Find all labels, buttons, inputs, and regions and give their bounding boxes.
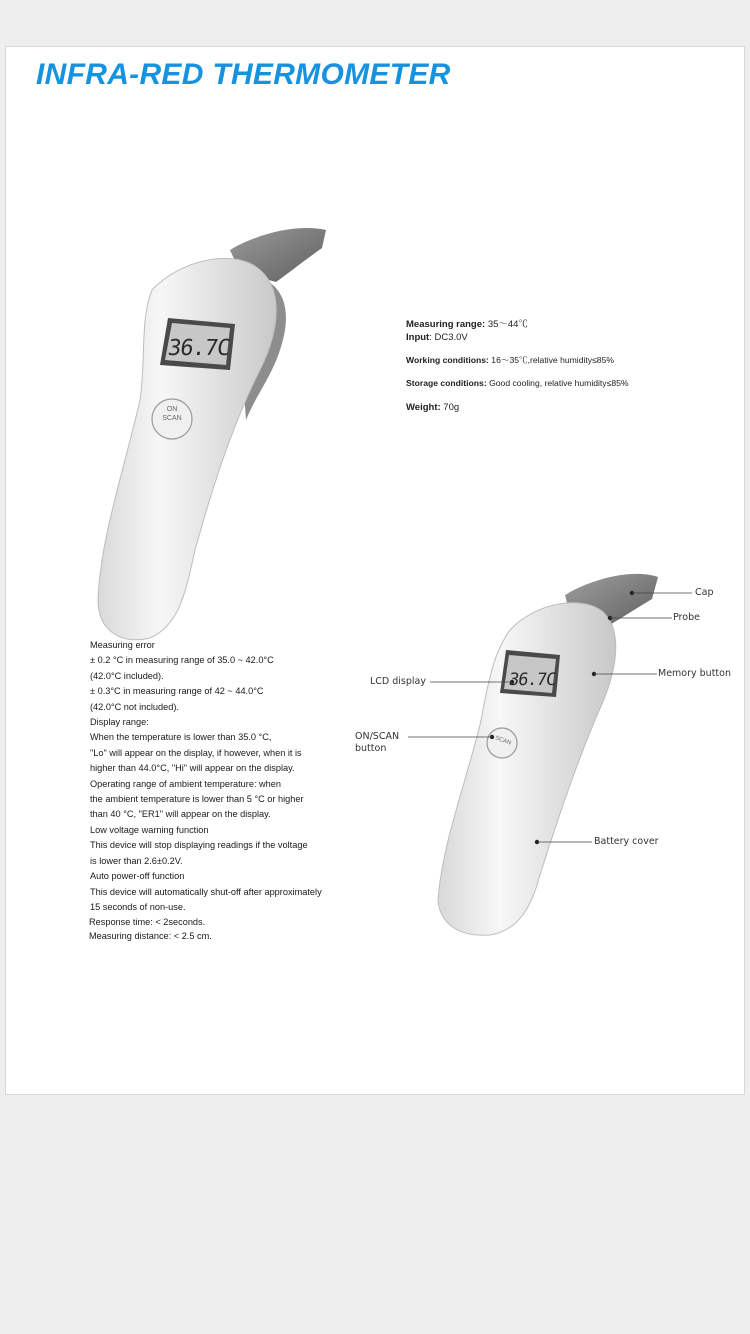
note-line: Auto power-off function: [90, 871, 185, 882]
callout-memory-button: Memory button: [658, 668, 731, 679]
callout-cap: Cap: [695, 587, 714, 598]
note-line: Response time: < 2seconds.: [89, 917, 206, 928]
spec-storage-conditions: Storage conditions: Good cooling, relative humidity≤85%: [406, 378, 629, 388]
note-line: "Lo" will appear on the display, if however, when it is: [90, 747, 302, 758]
thermometer-front-illustration: [90, 220, 340, 650]
note-line: ± 0.2 °C in measuring range of 35.0 ~ 42.0°C: [90, 655, 274, 666]
note-line: Low voltage warning function: [90, 824, 209, 835]
small-scan-label: SCAN: [494, 735, 512, 747]
small-lcd-reading: 36.7C: [507, 670, 557, 690]
spec-input: Input: DC3.0V: [406, 332, 468, 343]
spec-working-conditions: Working conditions: 16～35℃,relative humidity≤85%: [406, 355, 615, 365]
note-line: higher than 44.0°C, "Hi" will appear on the display.: [90, 763, 295, 774]
note-line: 15 seconds of non-use.: [90, 901, 186, 912]
note-line: than 40 °C, "ER1" will appear on the display.: [90, 809, 271, 820]
lcd-reading: 36.7C: [166, 336, 231, 361]
on-scan-button-label: ON SCAN: [162, 406, 182, 422]
note-line: (42.0°C included).: [90, 670, 164, 681]
spec-weight: Weight: 70g: [406, 402, 460, 413]
note-line: (42.0°C not included).: [90, 701, 179, 712]
note-line: When the temperature is lower than 35.0 °C,: [90, 732, 272, 743]
thermometer-labeled-illustration: [420, 565, 670, 945]
function-notes: [84, 638, 354, 945]
note-line: is lower than 2.6±0.2V.: [90, 855, 183, 866]
callout-on-scan-button: ON/SCAN button: [355, 731, 400, 754]
note-line: ± 0.3°C in measuring range of 42 ~ 44.0°C: [90, 686, 264, 697]
note-line: the ambient temperature is lower than 5 °C or higher: [90, 794, 304, 805]
note-line: Measuring distance: < 2.5 cm.: [89, 931, 212, 942]
note-line: Operating range of ambient temperature: when: [90, 778, 282, 789]
spec-measuring-range: Measuring range: 35～44℃: [406, 319, 528, 330]
note-line: Measuring error: [90, 640, 155, 650]
callout-lcd-display: LCD display: [370, 676, 426, 687]
callout-probe: Probe: [673, 612, 700, 623]
callout-battery-cover: Battery cover: [594, 836, 659, 847]
note-line: Display range:: [90, 717, 149, 728]
page-title: INFRA-RED THERMOMETER: [36, 58, 451, 91]
note-line: This device will automatically shut-off after approximately: [90, 886, 322, 897]
note-line: This device will stop displaying readings if the voltage: [90, 840, 308, 851]
